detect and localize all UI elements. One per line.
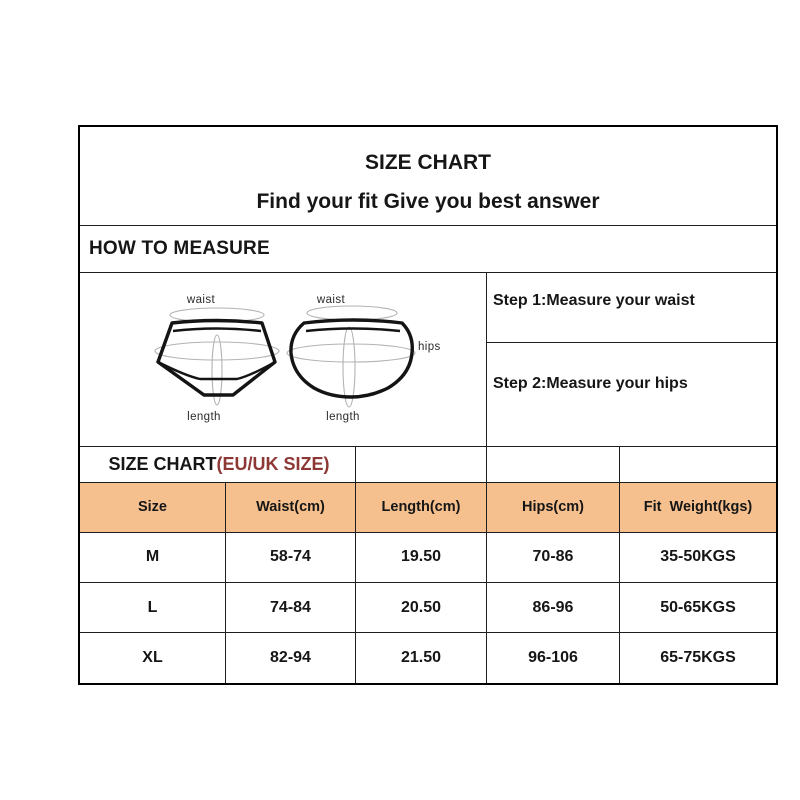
how-to-measure-row xyxy=(80,226,776,274)
front-waist-label: waist xyxy=(186,294,216,307)
column-header-size: Size xyxy=(80,483,226,533)
cell-size: M xyxy=(80,533,226,584)
cell-length: 21.50 xyxy=(356,633,487,683)
size-chart-heading-red: (EU/UK SIZE) xyxy=(216,453,330,474)
column-header-fit-weight: Fit Weight(kgs) xyxy=(620,483,776,533)
column-header-waist: Waist(cm) xyxy=(226,483,356,533)
column-header-length: Length(cm) xyxy=(356,483,487,533)
front-brief-figure xyxy=(155,294,279,423)
cell-hips: 70-86 xyxy=(487,533,620,584)
back-waistband-line xyxy=(306,329,400,332)
back-brief-figure xyxy=(287,294,441,423)
table-row-xl xyxy=(80,633,776,683)
back-hips-guide-ellipse xyxy=(287,344,415,362)
page-title: SIZE CHART xyxy=(365,150,491,174)
table-header-row xyxy=(80,483,776,533)
table-row-m xyxy=(80,533,776,584)
empty-cell xyxy=(356,447,487,483)
front-waistband-line xyxy=(173,329,261,332)
measure-section xyxy=(80,273,776,446)
cell-waist: 82-94 xyxy=(226,633,356,683)
cell-length: 20.50 xyxy=(356,583,487,633)
cell-hips: 86-96 xyxy=(487,583,620,633)
cell-length: 19.50 xyxy=(356,533,487,584)
cell-hips: 96-106 xyxy=(487,633,620,683)
measure-illustration-cell xyxy=(80,273,487,445)
back-length-guide-ellipse xyxy=(343,327,355,407)
front-hips-guide-ellipse xyxy=(155,342,279,360)
back-hips-label: hips xyxy=(418,341,441,354)
cell-weight: 65-75KGS xyxy=(660,649,736,667)
cell-weight: 35-50KGS xyxy=(620,533,776,584)
size-chart-heading-row xyxy=(80,447,776,483)
table-row-l xyxy=(80,583,776,633)
cell-weight: 50-65KGS xyxy=(620,583,776,633)
panties-measure-diagram xyxy=(80,273,487,447)
cell-waist: 58-74 xyxy=(226,533,356,584)
back-length-label: length xyxy=(326,411,360,424)
size-chart-heading xyxy=(80,447,356,483)
how-to-measure-heading: HOW TO MEASURE xyxy=(89,238,270,260)
back-waist-guide-ellipse xyxy=(307,306,397,320)
back-waist-label: waist xyxy=(316,294,346,307)
page-subtitle: Find your fit Give you best answer xyxy=(256,189,600,213)
front-length-label: length xyxy=(187,411,221,424)
cell-size: XL xyxy=(80,633,226,683)
size-chart-sheet xyxy=(78,125,778,685)
empty-cell xyxy=(620,447,776,483)
size-chart-heading-black: SIZE CHART xyxy=(108,453,217,474)
measure-steps-column xyxy=(487,273,776,445)
empty-cell xyxy=(487,447,620,483)
title-section xyxy=(80,127,776,226)
cell-waist: 74-84 xyxy=(226,583,356,633)
column-header-hips: Hips(cm) xyxy=(487,483,620,533)
measure-step-2: Step 2:Measure your hips xyxy=(493,374,688,392)
measure-step-1: Step 1:Measure your waist xyxy=(487,273,776,343)
cell-size: L xyxy=(80,583,226,633)
